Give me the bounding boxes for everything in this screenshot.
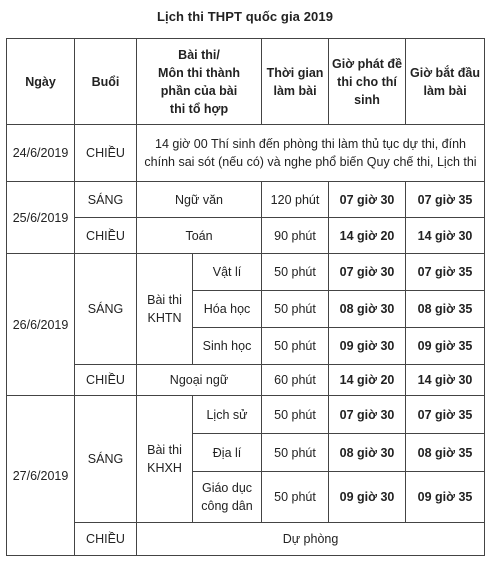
header-exam — [137, 39, 262, 125]
subject-cell: Hóa học — [193, 291, 262, 328]
duration-cell: 50 phút — [262, 254, 329, 291]
duration-cell: 90 phút — [262, 218, 329, 254]
duration-cell: 60 phút — [262, 365, 329, 396]
session-cell: CHIỀU — [75, 523, 137, 556]
paper-time-cell: 09 giờ 30 — [329, 328, 406, 365]
subject-cell: Giáo dục công dân — [193, 472, 262, 523]
duration-cell: 50 phút — [262, 396, 329, 434]
date-cell: 27/6/2019 — [7, 396, 75, 556]
paper-time-cell: 07 giờ 30 — [329, 254, 406, 291]
start-time-cell: 14 giờ 30 — [406, 365, 485, 396]
header-session: Buổi — [75, 39, 137, 125]
start-time-cell: 07 giờ 35 — [406, 182, 485, 218]
start-time-cell: 07 giờ 35 — [406, 396, 485, 434]
notice-cell: 14 giờ 00 Thí sinh đến phòng thi làm thủ tục dự thi, đính chính sai sót (nếu có) và nghe phổ biến Quy chế thi, Lịch thi — [137, 125, 485, 182]
session-cell: SÁNG — [75, 396, 137, 523]
start-time-cell: 09 giờ 35 — [406, 472, 485, 523]
date-cell: 25/6/2019 — [7, 182, 75, 254]
paper-time-cell: 07 giờ 30 — [329, 396, 406, 434]
paper-time-cell: 08 giờ 30 — [329, 434, 406, 472]
start-time-cell: 08 giờ 35 — [406, 291, 485, 328]
page-title: Lịch thi THPT quốc gia 2019 — [156, 9, 334, 24]
subject-cell: Lịch sử — [193, 396, 262, 434]
subject-cell: Ngữ văn — [137, 182, 262, 218]
exam-group-cell: Bài thi KHTN — [137, 254, 193, 365]
paper-time-cell: 14 giờ 20 — [329, 218, 406, 254]
duration-cell: 50 phút — [262, 291, 329, 328]
duration-cell: 120 phút — [262, 182, 329, 218]
session-cell: SÁNG — [75, 182, 137, 218]
table-row — [7, 218, 485, 254]
duration-cell: 50 phút — [262, 434, 329, 472]
subject-cell: Vật lí — [193, 254, 262, 291]
table-row — [7, 182, 485, 218]
exam-group-cell: Bài thi KHXH — [137, 396, 193, 523]
subject-cell: Dự phòng — [137, 523, 485, 556]
paper-time-cell: 14 giờ 20 — [329, 365, 406, 396]
header-duration: Thời gian làm bài — [262, 39, 329, 125]
session-cell: CHIỀU — [75, 125, 137, 182]
exam-schedule-table — [6, 38, 485, 556]
subject-cell: Sinh học — [193, 328, 262, 365]
header-date: Ngày — [7, 39, 75, 125]
start-time-cell: 08 giờ 35 — [406, 434, 485, 472]
table-row — [7, 523, 485, 556]
subject-cell: Địa lí — [193, 434, 262, 472]
date-cell: 24/6/2019 — [7, 125, 75, 182]
session-cell: CHIỀU — [75, 218, 137, 254]
subject-cell: Toán — [137, 218, 262, 254]
table-row — [7, 396, 485, 434]
duration-cell: 50 phút — [262, 328, 329, 365]
header-start-time: Giờ bắt đầu làm bài — [406, 39, 485, 125]
session-cell: CHIỀU — [75, 365, 137, 396]
date-cell: 26/6/2019 — [7, 254, 75, 396]
header-exam-line2: Môn thi thành phần của bài thi tổ hợp — [158, 65, 240, 116]
table-row — [7, 365, 485, 396]
paper-time-cell: 08 giờ 30 — [329, 291, 406, 328]
duration-cell: 50 phút — [262, 472, 329, 523]
header-row — [7, 39, 485, 125]
subject-cell: Ngoại ngữ — [137, 365, 262, 396]
start-time-cell: 14 giờ 30 — [406, 218, 485, 254]
paper-time-cell: 07 giờ 30 — [329, 182, 406, 218]
header-exam-line1: Bài thi/ — [178, 47, 220, 62]
session-cell: SÁNG — [75, 254, 137, 365]
start-time-cell: 07 giờ 35 — [406, 254, 485, 291]
header-paper-time: Giờ phát đề thi cho thí sinh — [329, 39, 406, 125]
table-row — [7, 254, 485, 291]
table-row — [7, 125, 485, 182]
paper-time-cell: 09 giờ 30 — [329, 472, 406, 523]
start-time-cell: 09 giờ 35 — [406, 328, 485, 365]
